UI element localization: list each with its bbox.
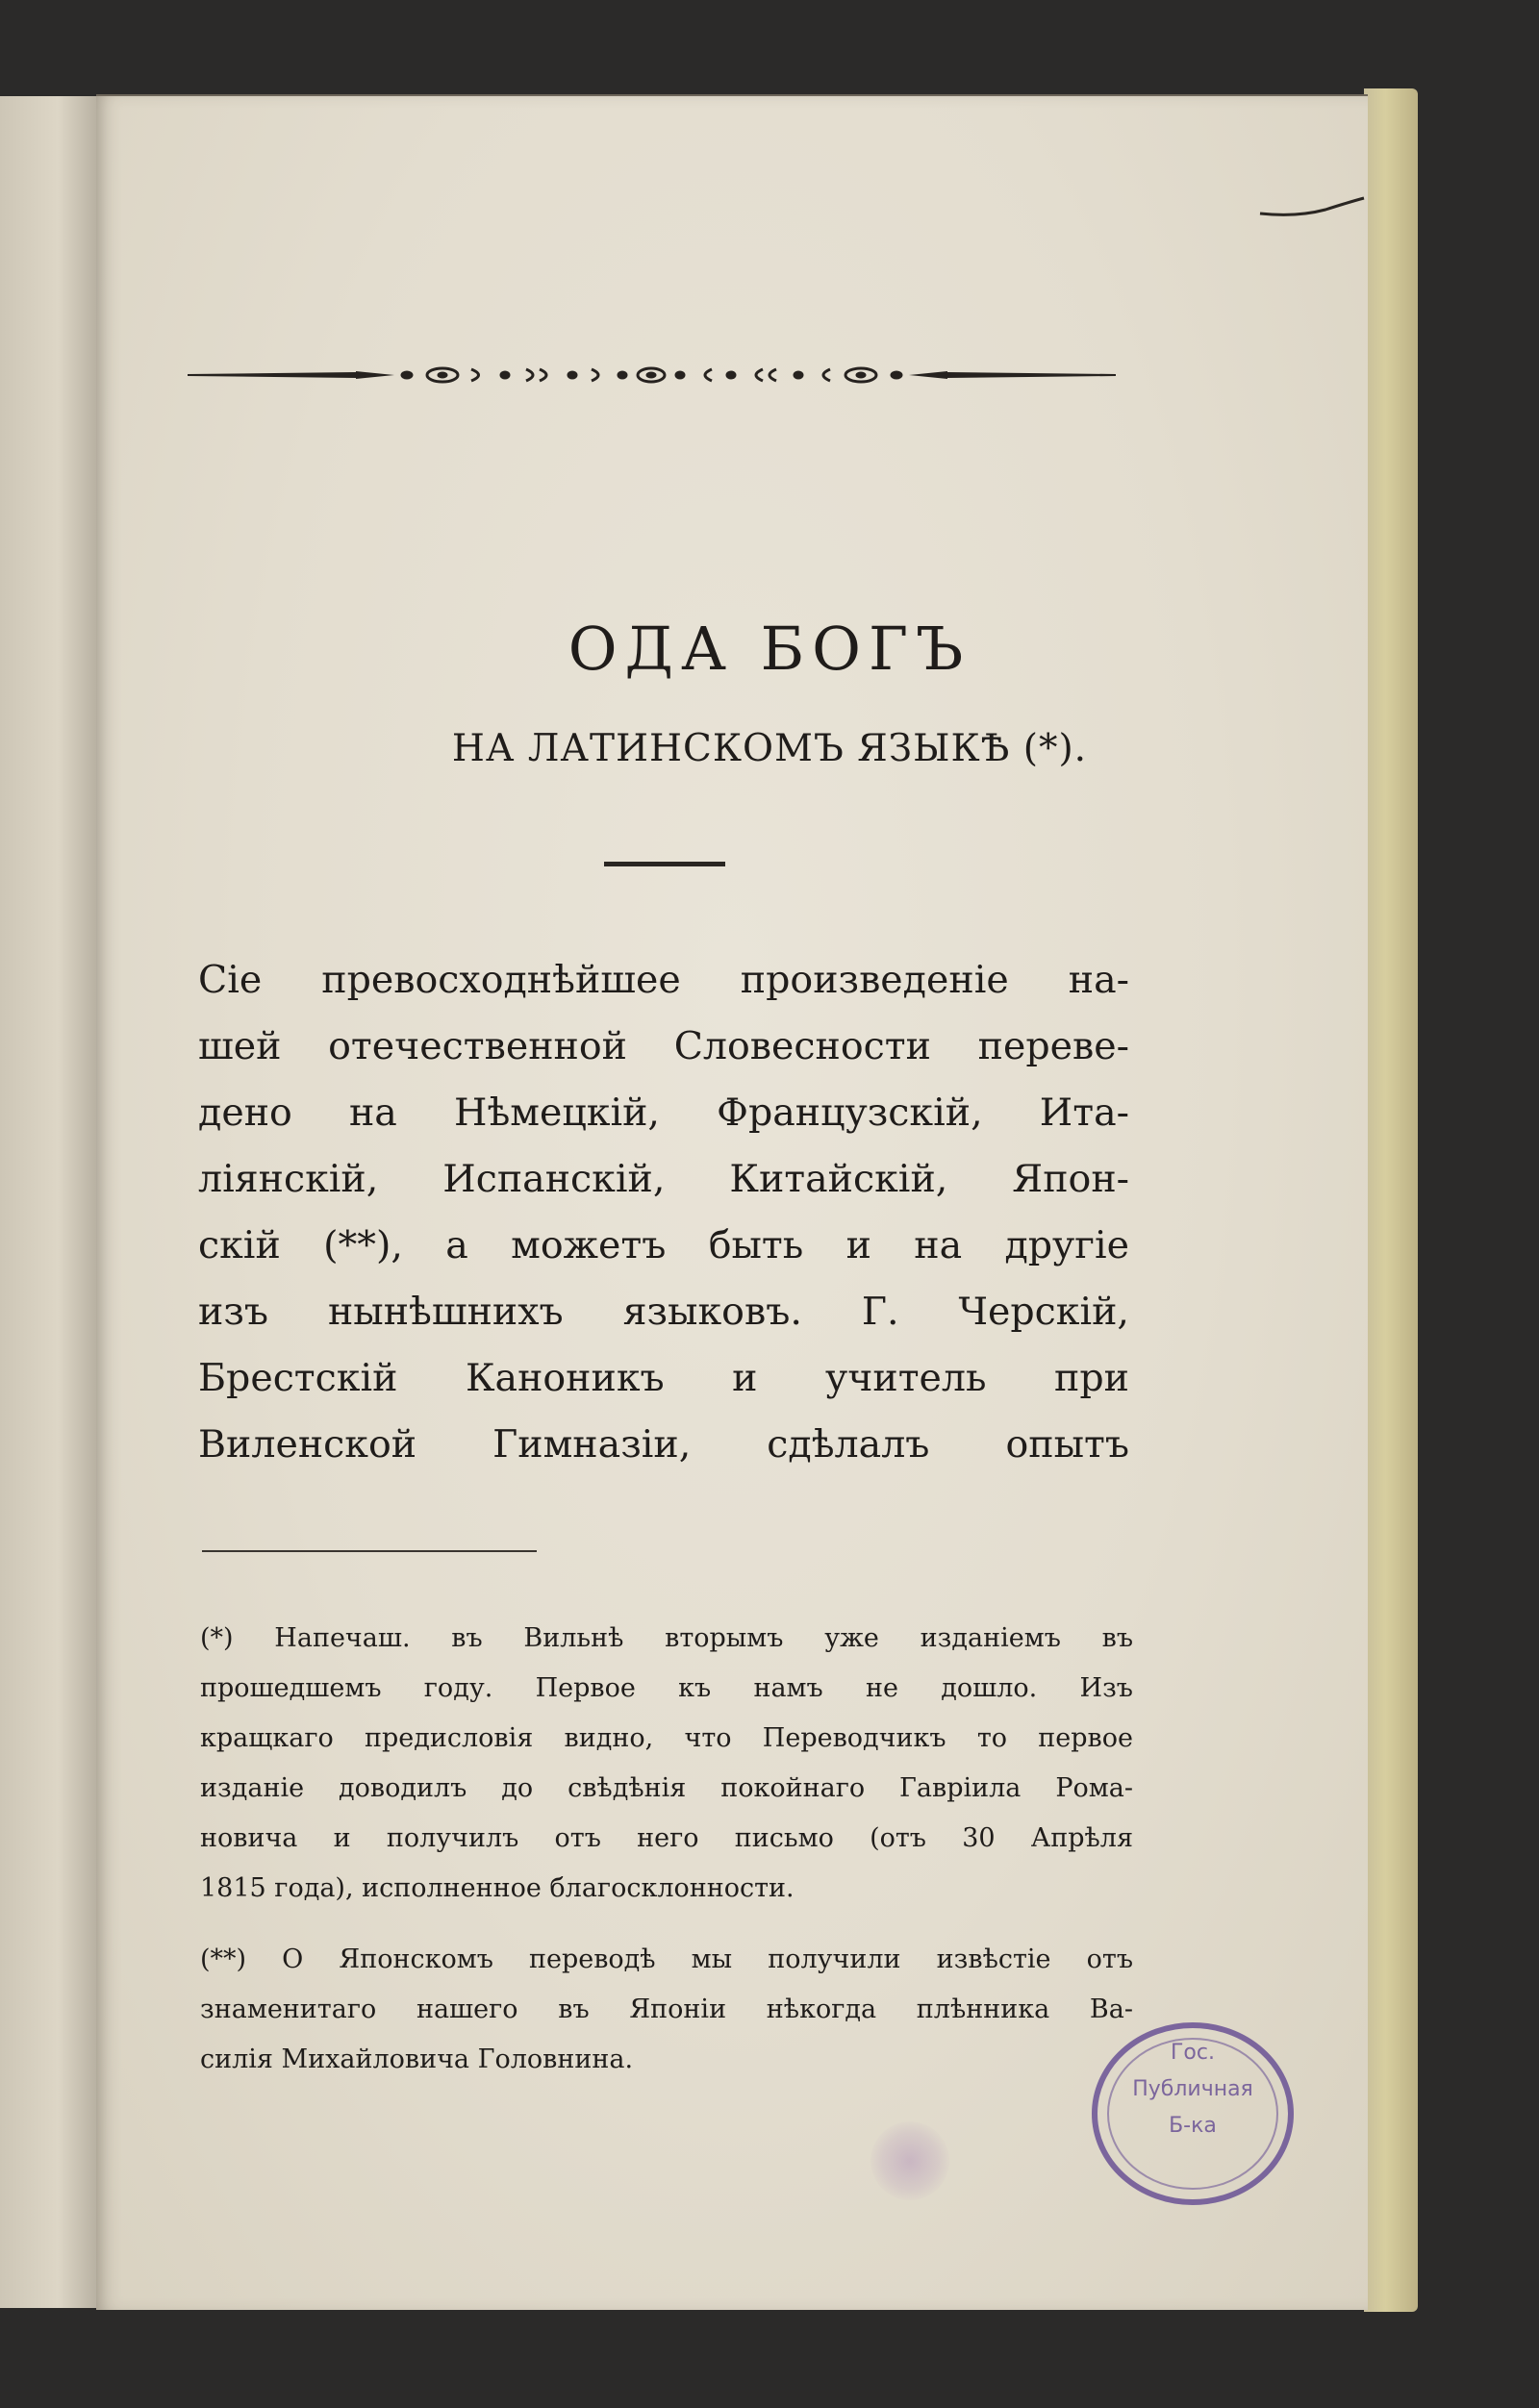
footnote-1-line: изданіе доводилъ до свѣдѣнія покойнаго Гавріила Рома- <box>200 1773 1133 1803</box>
body-line: Виленской Гимназіи, сдѣлалъ опытъ <box>198 1422 1129 1467</box>
ornamental-rule <box>188 364 1116 387</box>
footnote-1-line: 1815 года), исполненное благосклонности. <box>200 1873 795 1903</box>
body-line: шей отечественной Словесности переве- <box>198 1024 1129 1068</box>
footnote-1-line: кращкаго предисловія видно, что Переводчикъ то первое <box>200 1723 1133 1753</box>
page-title: ОДА БОГЪ <box>568 614 971 684</box>
footnote-divider <box>202 1550 537 1552</box>
footnote-2-line: силія Михайловича Головнина. <box>200 2044 634 2074</box>
footnote-1-line: прошедшемъ году. Первое къ намъ не дошло. Изъ <box>200 1673 1133 1703</box>
body-line: изъ нынѣшнихъ языковъ. Г. Черскій, <box>198 1290 1129 1334</box>
stamp-text-line: Публичная <box>1132 2077 1253 2101</box>
footnote-2-line: знаменитаго нашего въ Японіи нѣкогда плѣнника Ва- <box>200 1994 1133 2024</box>
page-subtitle: НА ЛАТИНСКОМЪ ЯЗЫКѢ (*). <box>451 727 1088 770</box>
body-line: скій (**), а можетъ быть и на другіе <box>198 1223 1129 1267</box>
body-line: ліянскій, Испанскій, Китайскій, Япон- <box>198 1157 1129 1201</box>
footnote-2-line: (**) О Японскомъ переводѣ мы получили извѣстіе отъ <box>200 1944 1133 1974</box>
body-line: дено на Нѣмецкій, Французскій, Ита- <box>198 1091 1129 1135</box>
pen-mark <box>1258 192 1366 221</box>
stamp-text-line: Б-ка <box>1169 2114 1217 2138</box>
stamp-text-line: Гос. <box>1171 2041 1215 2065</box>
ink-smudge <box>870 2121 949 2200</box>
page-block-edge <box>1364 88 1418 2312</box>
footnote-1-line: новича и получилъ отъ него письмо (отъ 30 Апрѣля <box>200 1823 1133 1853</box>
footnotes <box>200 1614 1133 2085</box>
body-line: Сіе превосходнѣйшее произведеніе на- <box>198 958 1129 1002</box>
body-line: Брестскій Каноникъ и учитель при <box>198 1356 1129 1400</box>
body-paragraph <box>198 947 1129 1478</box>
footnote-1-line: (*) Напечаш. въ Вильнѣ вторымъ уже изданіемъ въ <box>200 1623 1133 1653</box>
left-page-edge <box>0 96 99 2308</box>
title-divider <box>604 862 725 866</box>
